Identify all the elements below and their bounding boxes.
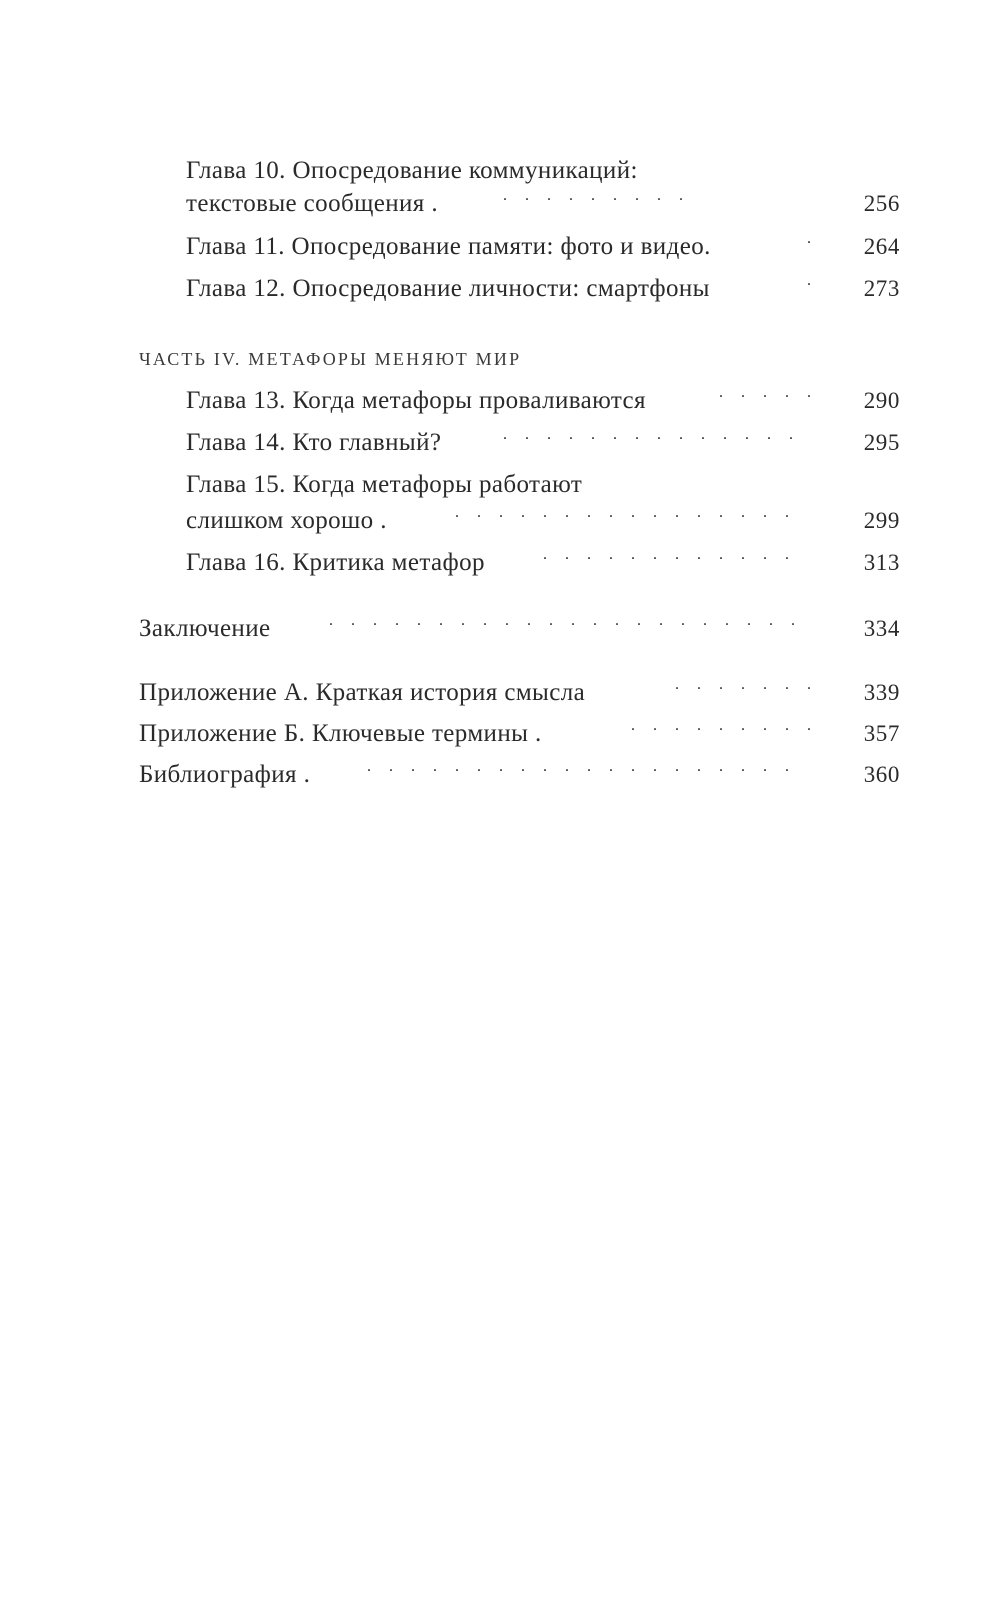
leader-dot: . [741, 384, 745, 401]
leader-dot: . [613, 426, 617, 443]
leader-dot: . [477, 504, 481, 521]
leader-dot: . [565, 546, 569, 563]
leader-dot: . [505, 612, 509, 629]
toc-entry-ch14: Глава 14. Кто главный? [186, 429, 442, 456]
leader-dot: . [723, 426, 727, 443]
toc-page-number-conclusion: 334 [863, 616, 900, 641]
leader-dot: . [525, 426, 529, 443]
leader-dots [798, 230, 820, 264]
leader-dot: . [741, 758, 745, 775]
toc-page-number-ch14: 295 [863, 430, 900, 455]
leader-dot: . [547, 426, 551, 443]
leader-dot: . [653, 758, 657, 775]
leader-dot: . [615, 612, 619, 629]
toc-entry-ch15-line-2: слишком хорошо . [186, 507, 387, 534]
leader-dot: . [525, 187, 529, 204]
leader-dot: . [609, 758, 613, 775]
leader-dot: . [675, 717, 679, 734]
leader-dot: . [703, 612, 707, 629]
leader-dot: . [587, 546, 591, 563]
leader-dot: . [483, 612, 487, 629]
leader-dot: . [769, 612, 773, 629]
toc-page-number-bibliography: 360 [863, 762, 900, 787]
toc-page-number-ch13: 290 [863, 388, 900, 413]
leader-dot: . [543, 758, 547, 775]
toc-entry-bibliography: Библиография . [139, 761, 311, 788]
leader-dots [710, 384, 820, 418]
leader-dot: . [631, 758, 635, 775]
leader-dot: . [679, 426, 683, 443]
leader-dot: . [675, 676, 679, 693]
toc-entry-ch16: Глава 16. Критика метафор [186, 549, 485, 576]
leader-dot: . [569, 426, 573, 443]
leader-dot: . [657, 187, 661, 204]
leader-dot: . [329, 612, 333, 629]
toc-page-number-ch16: 313 [863, 550, 900, 575]
leader-dot: . [719, 676, 723, 693]
toc-page-number-appendix-a: 339 [863, 680, 900, 705]
leader-dot: . [807, 230, 811, 247]
toc-entry-ch12: Глава 12. Опосредование личности: смартфоны [186, 275, 710, 302]
leader-dot: . [741, 504, 745, 521]
leader-dot: . [411, 758, 415, 775]
leader-dot: . [807, 676, 811, 693]
leader-dot: . [675, 546, 679, 563]
leader-dot: . [763, 546, 767, 563]
leader-dot: . [791, 612, 795, 629]
leader-dot: . [417, 612, 421, 629]
leader-dot: . [609, 504, 613, 521]
toc-entry-appendix-a: Приложение А. Краткая история смысла [139, 679, 586, 706]
toc-entry-ch13: Глава 13. Когда метафоры проваливаются [186, 387, 646, 414]
leader-dot: . [763, 758, 767, 775]
leader-dot: . [569, 187, 573, 204]
leader-dot: . [591, 426, 595, 443]
leader-dot: . [719, 504, 723, 521]
leader-dot: . [785, 676, 789, 693]
leader-dot: . [395, 612, 399, 629]
leader-dot: . [587, 758, 591, 775]
leader-dot: . [785, 504, 789, 521]
leader-dot: . [433, 758, 437, 775]
leader-dot: . [609, 546, 613, 563]
leader-dot: . [455, 504, 459, 521]
leader-dot: . [503, 187, 507, 204]
leader-dot: . [741, 676, 745, 693]
leader-dots [494, 187, 692, 221]
leader-dot: . [591, 187, 595, 204]
leader-dot: . [455, 758, 459, 775]
leader-dot: . [807, 272, 811, 289]
leader-dot: . [499, 504, 503, 521]
leader-dots [622, 717, 820, 751]
leader-dot: . [785, 546, 789, 563]
leader-dots [666, 676, 820, 710]
leader-dot: . [543, 546, 547, 563]
leader-dot: . [697, 546, 701, 563]
leader-dot: . [477, 758, 481, 775]
leader-dot: . [741, 546, 745, 563]
leader-dot: . [681, 612, 685, 629]
leader-dot: . [635, 187, 639, 204]
leader-dot: . [521, 504, 525, 521]
leader-dot: . [785, 717, 789, 734]
leader-dot: . [763, 384, 767, 401]
leader-dot: . [745, 426, 749, 443]
leader-dot: . [503, 426, 507, 443]
leader-dot: . [373, 612, 377, 629]
leader-dots [320, 612, 804, 646]
leader-dots [358, 758, 798, 792]
leader-dots [798, 272, 820, 306]
toc-page-number-ch12: 273 [863, 276, 900, 301]
toc-entry-conclusion: Заключение [139, 615, 271, 642]
leader-dot: . [725, 612, 729, 629]
leader-dot: . [549, 612, 553, 629]
leader-dot: . [587, 504, 591, 521]
leader-dot: . [719, 546, 723, 563]
leader-dot: . [659, 612, 663, 629]
leader-dot: . [719, 758, 723, 775]
leader-dot: . [565, 758, 569, 775]
leader-dot: . [631, 546, 635, 563]
leader-dot: . [679, 187, 683, 204]
leader-dot: . [543, 504, 547, 521]
leader-dot: . [653, 546, 657, 563]
leader-dot: . [635, 426, 639, 443]
leader-dot: . [351, 612, 355, 629]
toc-entry-ch15-line-1: Глава 15. Когда метафоры работают [186, 471, 583, 498]
toc-entry-ch11: Глава 11. Опосредование памяти: фото и видео. [186, 233, 711, 260]
leader-dot: . [461, 612, 465, 629]
leader-dot: . [637, 612, 641, 629]
leader-dot: . [593, 612, 597, 629]
toc-page-number-ch11: 264 [863, 234, 900, 259]
leader-dot: . [675, 504, 679, 521]
leader-dot: . [389, 758, 393, 775]
leader-dot: . [763, 676, 767, 693]
toc-page-number-ch10: 256 [863, 191, 900, 216]
leader-dot: . [789, 426, 793, 443]
leader-dot: . [439, 612, 443, 629]
toc-entry-appendix-b: Приложение Б. Ключевые термины . [139, 720, 542, 747]
leader-dot: . [719, 717, 723, 734]
leader-dot: . [785, 384, 789, 401]
toc-entry-ch10-line-2: текстовые сообщения . [186, 190, 439, 217]
leader-dot: . [571, 612, 575, 629]
toc-page-number-ch15: 299 [863, 508, 900, 533]
leader-dot: . [697, 676, 701, 693]
leader-dot: . [675, 758, 679, 775]
leader-dot: . [767, 426, 771, 443]
toc-page-number-appendix-b: 357 [863, 721, 900, 746]
leader-dots [494, 426, 802, 460]
leader-dot: . [741, 717, 745, 734]
leader-dot: . [499, 758, 503, 775]
toc-entry-ch10-line-1: Глава 10. Опосредование коммуникаций: [186, 157, 638, 184]
leader-dot: . [653, 504, 657, 521]
leader-dot: . [697, 717, 701, 734]
leader-dot: . [653, 717, 657, 734]
leader-dot: . [657, 426, 661, 443]
leader-dot: . [527, 612, 531, 629]
leader-dot: . [631, 717, 635, 734]
leader-dot: . [521, 758, 525, 775]
leader-dot: . [807, 717, 811, 734]
leader-dot: . [763, 717, 767, 734]
leader-dot: . [785, 758, 789, 775]
leader-dot: . [547, 187, 551, 204]
leader-dot: . [807, 384, 811, 401]
leader-dots [446, 504, 798, 538]
leader-dot: . [701, 426, 705, 443]
leader-dot: . [697, 758, 701, 775]
part-heading: ЧАСТЬ IV. МЕТАФОРЫ МЕНЯЮТ МИР [139, 349, 522, 369]
leader-dot: . [747, 612, 751, 629]
leader-dot: . [613, 187, 617, 204]
leader-dot: . [763, 504, 767, 521]
leader-dot: . [631, 504, 635, 521]
leader-dot: . [719, 384, 723, 401]
leader-dots [534, 546, 798, 580]
leader-dot: . [367, 758, 371, 775]
leader-dot: . [697, 504, 701, 521]
leader-dot: . [565, 504, 569, 521]
